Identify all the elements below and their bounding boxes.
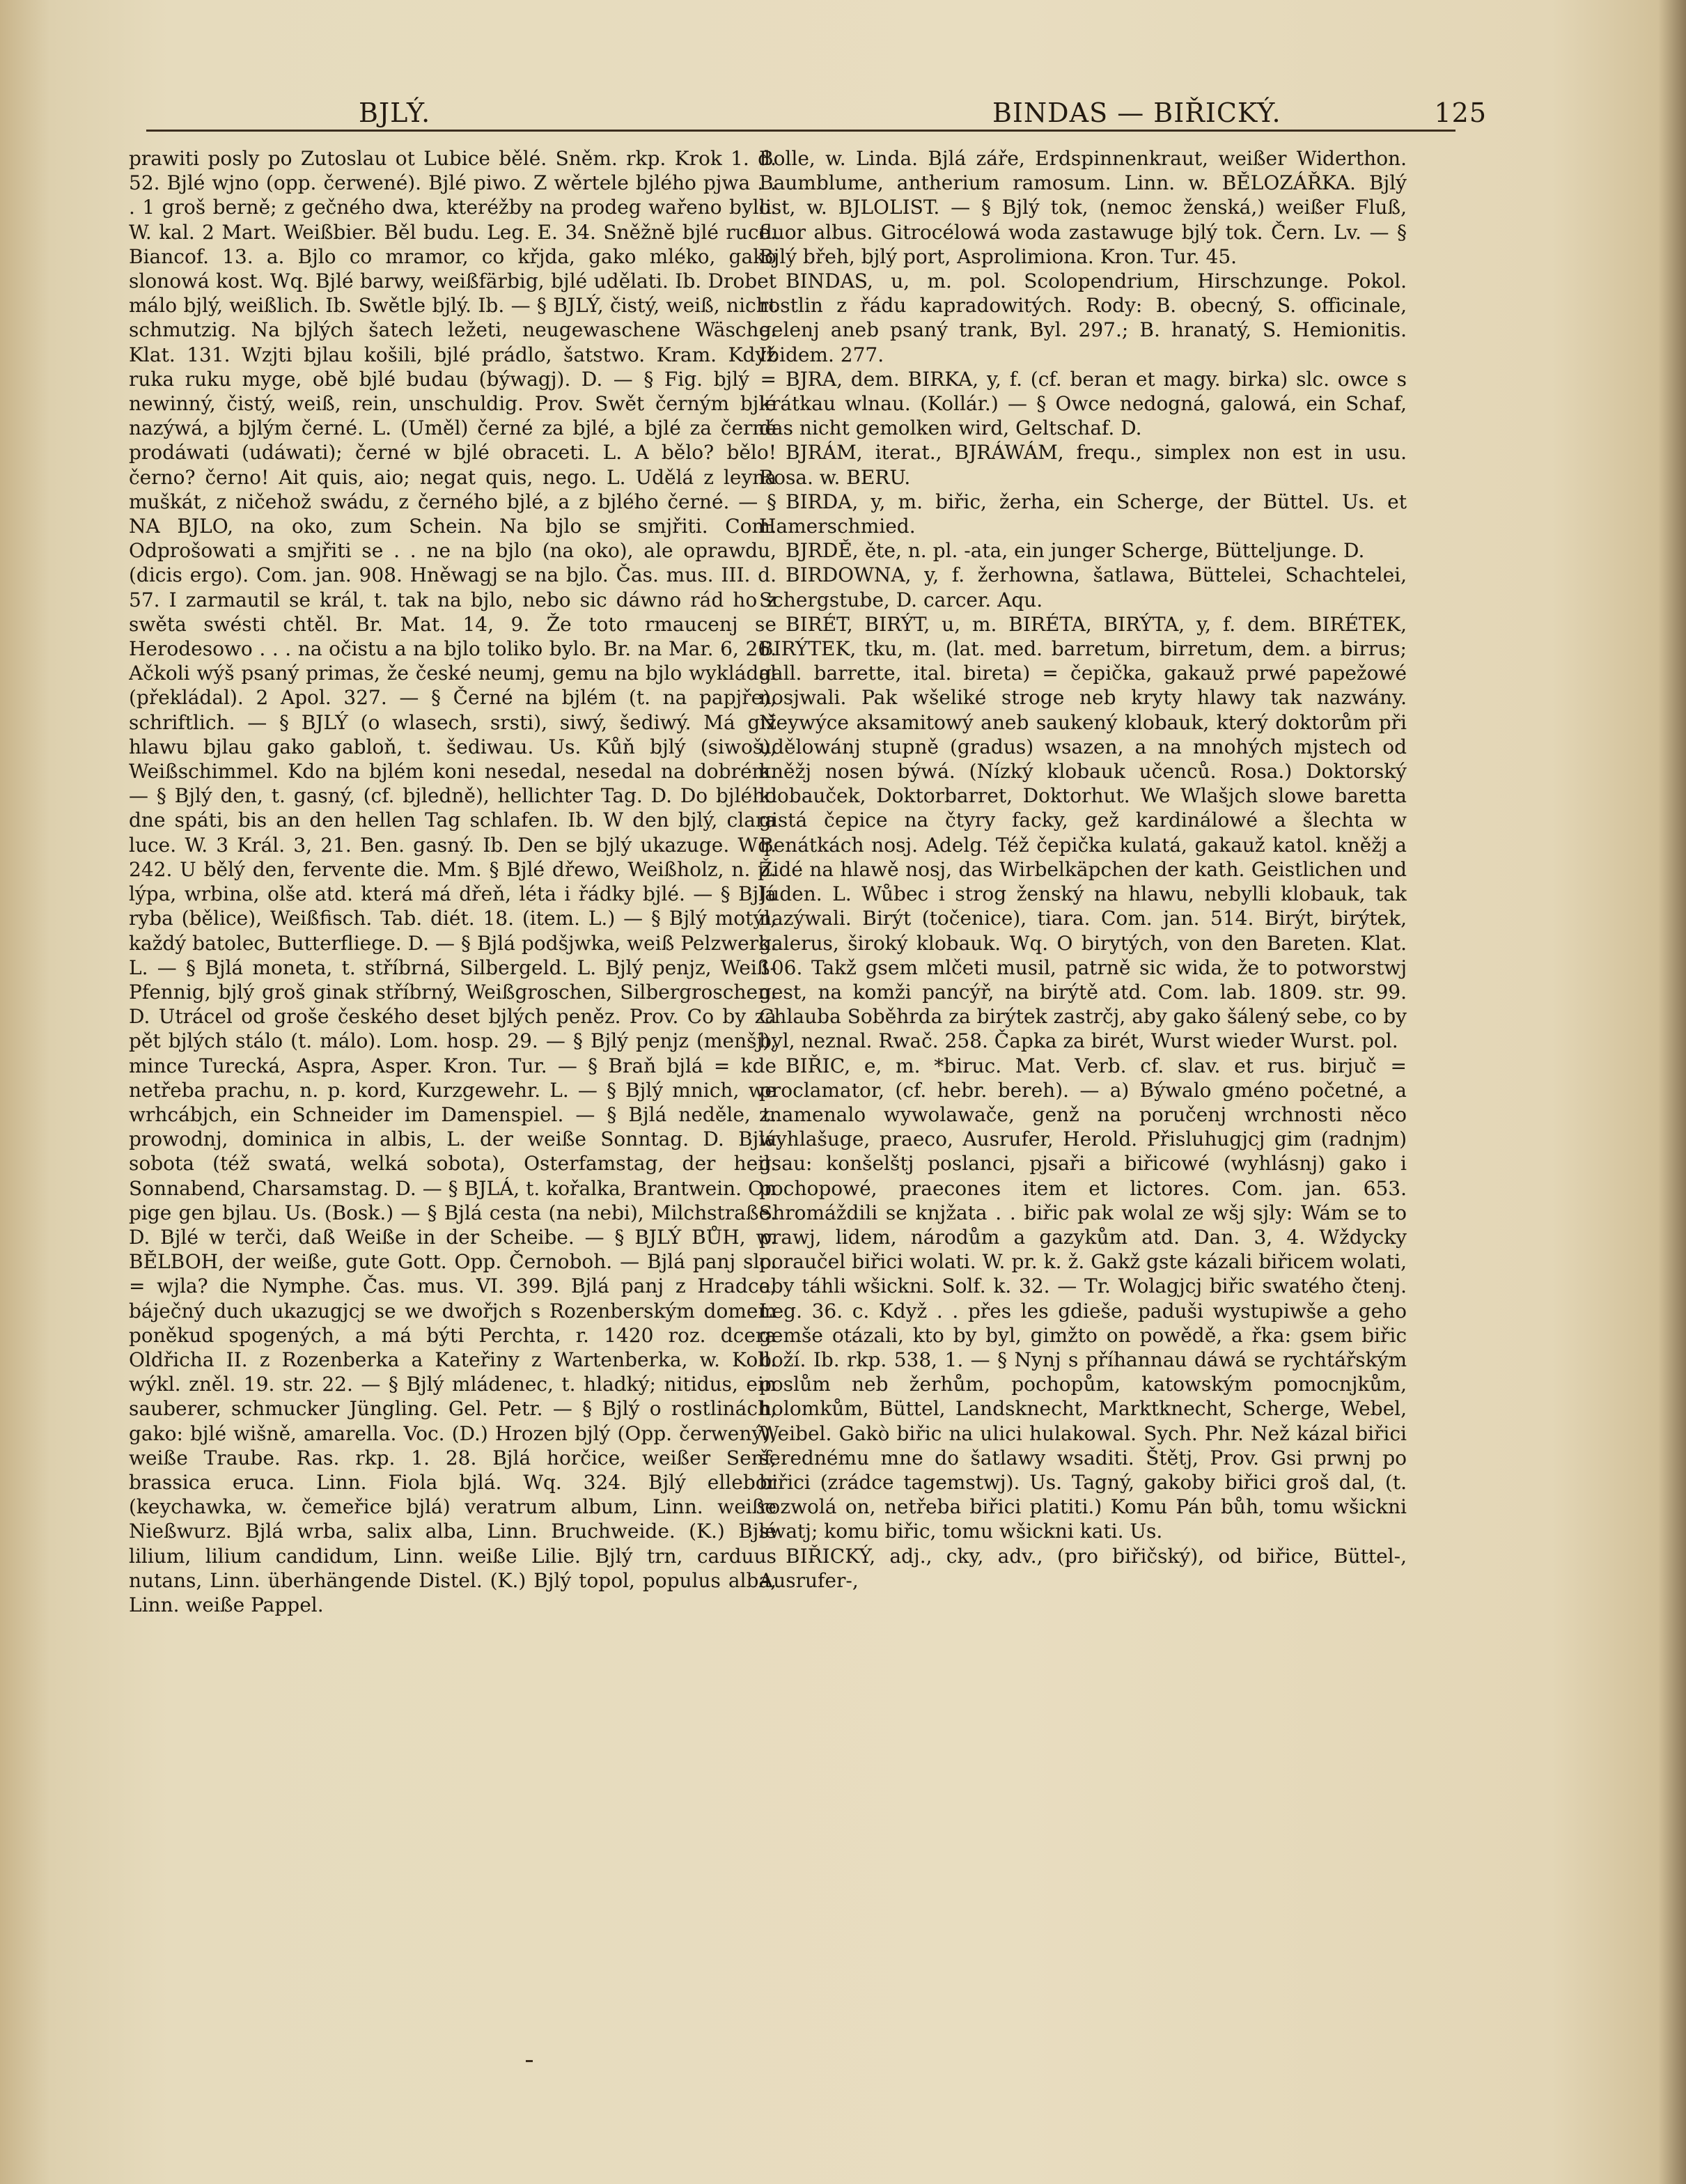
right-column <box>759 146 1407 1936</box>
footer-mark <box>526 2060 533 2062</box>
header-rule <box>146 130 1455 132</box>
entry-bjly-continued: prawiti posly po Zutoslau ot Lubice bělé. Sněm. rkp. Krok 1. d. 52. Bjlé wjno (opp. čerwené). Bjlé piwo. Z wěrtele bjlého pjwa . . . 1 groš berně; z gečného dwa, kteréžby na prodeg wařeno bylo. W. kal. 2 Mart. Weißbier. Běl budu. Leg. E. 34. Sněžně bjlé ruce. Biancof. 13. a. Bjlo co mramor, co křjda, gako mléko, gako slonowá kost. Wq. Bjlé barwy, weißfärbig, bjlé udělati. Ib. Drobet málo bjlý, weißlich. Ib. Swětle bjlý. Ib. — § BJLÝ, čistý, weiß, nicht schmutzig. Na bjlých šatech ležeti, neugewaschene Wäsche. Klat. 131. Wzjti bjlau košili, bjlé prádlo, šatstwo. Kram. Když ruka ruku myge, obě bjlé budau (býwagj). D. — § Fig. bjlý = newinný, čistý, weiß, rein, unschuldig. Prov. Swět černým bjlé nazýwá, a bjlým černé. L. (Uměl) černé za bjlé, a bjlé za černé prodáwati (udáwati); černé w bjlé obraceti. L. A bělo? bělo! černo? černo! Ait quis, aio; negat quis, nego. L. Udělá z leyna muškát, z ničehož swádu, z černého bjlé, a z bjlého černé. — § NA BJLO, na oko, zum Schein. Na bjlo se smjřiti. Com. Odprošowati a smjřiti se . . ne na bjlo (na oko), ale oprawdu, (dicis ergo). Com. jan. 908. Hněwagj se na bjlo. Čas. mus. III. d. 57. I zarmautil se král, t. tak na bjlo, nebo sic dáwno rád ho z swěta swésti chtěl. Br. Mat. 14, 9. Že toto rmaucenj se Herodesowo . . . na očistu a na bjlo toliko bylo. Br. na Mar. 6, 26. Ačkoli wýš psaný primas, že české neumj, gemu na bjlo wykládal (překládal). 2 Apol. 327. — § Černé na bjlém (t. na papjře), schriftlich. — § BJLÝ (o wlasech, srsti), siwý, šediwý. Má giž hlawu bjlau gako gabloň, t. šediwau. Us. Kůň bjlý (siwoš), Weißschimmel. Kdo na bjlém koni nesedal, nesedal na dobrém. — § Bjlý den, t. gasný, (cf. bjledně), hellichter Tag. D. Do bjlého dne spáti, bis an den hellen Tag schlafen. Ib. W den bjlý, clara luce. W. 3 Král. 3, 21. Ben. gasný. Ib. Den se bjlý ukazuge. Wq. 242. U bělý den, fervente die. Mm. § Bjlé dřewo, Weißholz, n. p. lýpa, wrbina, olše atd. která má dřeň, léta i řádky bjlé. — § Bjlá ryba (bělice), Weißfisch. Tab. diét. 18. (item. L.) — § Bjlý motýl, každý batolec, Butterfliege. D. — § Bjlá podšjwka, weiß Pelzwerk. L. — § Bjlá moneta, t. stříbrná, Silbergeld. L. Bjlý penjz, Weiß-Pfennig, bjlý groš ginak stříbrný, Weißgroschen, Silbergroschen. D. Utrácel od groše českého deset bjlých peněz. Prov. Co by za pět bjlých stálo (t. málo). Lom. hosp. 29. — § Bjlý penjz (menšj), mince Turecká, Aspra, Asper. Kron. Tur. — § Braň bjlá = kde netřeba prachu, n. p. kord, Kurzgewehr. L. — § Bjlý mnich, we wrhcábjch, ein Schneider im Damenspiel. — § Bjlá neděle, t. prowodnj, dominica in albis, L. der weiße Sonntag. D. Bjlá sobota (též swatá, welká sobota), Osterfamstag, der heil. Sonnabend, Charsamstag. D. — § BJLÁ, t. kořalka, Brantwein. On pige gen bjlau. Us. (Bosk.) — § Bjlá cesta (na nebi), Milchstraße. D. Bjlé w terči, daß Weiße in der Scheibe. — § BJLÝ BŮH, w. BĚLBOH, der weiße, gute Gott. Opp. Černoboh. — Bjlá panj slc. = wjla? die Nymphe. Čas. mus. VI. 399. Bjlá panj z Hradce, báječný duch ukazugjcj se we dwořjch s Rozenberským domem poněkud spogených, a má býti Perchta, r. 1420 roz. dcera Oldřicha II. z Rozenberka a Kateřiny z Wartenberka, w. Koll. wýkl. zněl. 19. str. 22. — § Bjlý mládenec, t. hladký; nitidus, ein sauberer, schmucker Jüngling. Gel. Petr. — § Bjlý o rostlinách, gako: bjlé wišně, amarella. Voc. (D.) Hrozen bjlý (Opp. čerwený), weiße Traube. Ras. rkp. 1. 28. Bjlá horčice, weißer Senf, brassica eruca. Linn. Fiola bjlá. Wq. 324. Bjlý ellebor (keychawka, w. čemeřice bjlá) veratrum album, Linn. weiße Nießwurz. Bjlá wrba, salix alba, Linn. Bruchweide. (K.) Bjlé lilium, lilium candidum, Linn. weiße Lilie. Bjlý trn, carduus nutans, Linn. überhängende Distel. (K.) Bjlý topol, populus alba, Linn. weiße Pappel. <box>129 147 776 1616</box>
entry-biric: BIŘIC, e, m. *biruc. Mat. Verb. cf. slav. et rus. birjuč = proclamator, (cf. hebr. bereh). — a) Býwalo gméno početné, a znamenalo wywolawače, genž na poručenj wrchnosti něco wyhlašuge, praeco, Ausrufer, Herold. Přisluhugjcj gim (radnjm) gsau: konšelštj poslanci, pjsaři a biřicowé (wyhlásnj) gako i pochopowé, praecones item et lictores. Com. jan. 653. Shromáždili se knjžata . . biřic pak wolal ze wšj sjly: Wám se to prawj, lidem, národům a gazykům atd. Dan. 3, 4. Wždycky poraučel biřici wolati. W. pr. k. ž. Gakž gste kázali biřicem wolati, aby táhli wšickni. Solf. k. 32. — Tr. Wolagjcj biřic swatého čtenj. Leg. 36. c. Když . . přes les gdieše, paduši wystupiwše a geho gemše otázali, kto by byl, gimžto on powědě, a řka: gsem biřic boží. Ib. rkp. 538, 1. — § Nynj s příhannau dáwá se rychtářským poslům neb žerhům, pochopům, katowským pomocnjkům, holomkům, Büttel, Landsknecht, Marktknecht, Scherge, Webel, Weibel. Gakò biřic na ulici hulakowal. Sych. Phr. Než kázal biřici šerednému mne do šatlawy wsaditi. Štětj, Prov. Gsi prwnj po biřici (zrádce tagemstwj). Us. Tagný, gakoby biřici groš dal, (t. rozwolá on, netřeba biřici platiti.) Komu Pán bůh, tomu wšickni swatj; komu biřic, tomu wšickni kati. Us. <box>759 1054 1407 1543</box>
entry-bindas: BINDAS, u, m. pol. Scolopendrium, Hirschzunge. Pokol. rostlin z řádu kapradowitých. Rody: B. obecný, S. officinale, gelenj aneb psaný trank, Byl. 297.; B. hranatý, S. Hemionitis. Ibidem. 277. <box>759 270 1407 366</box>
left-column <box>129 146 776 1936</box>
entry-bjly-end: Bolle, w. Linda. Bjlá záře, Erdspinnenkraut, weißer Widerthon. Baumblume, antherium ramosum. Linn. w. BĚLOZÁŘKA. Bjlý list, w. BJLOLIST. — § Bjlý tok, (nemoc ženská,) weißer Fluß, fluor albus. Gitrocélowá woda zastawuge bjlý tok. Čern. Lv. — § Bjlý břeh, bjlý port, Asprolimiona. Kron. Tur. 45. <box>759 147 1407 268</box>
entry-bjram: BJRÁM, iterat., BJRÁWÁM, frequ., simplex non est in usu. Rosa. w. BERU. <box>759 441 1407 489</box>
entry-biret: BIRÉT, BIRÝT, u, m. BIRÉTA, BIRÝTA, y, f. dem. BIRÉTEK, BIRÝTEK, tku, m. (lat. med. barretum, birretum, dem. a birrus; gall. barrette, ital. bireta) = čepička, gakauž prwé papežowé nosjwali. Pak wšeliké stroge neb kryty hlawy tak nazwány. Neywýce aksamitowý aneb saukený klobauk, který doktorům při udělowánj stupně (gradus) wsazen, a na mnohých mjstech od kněžj nosen býwá. (Nízký klobauk učenců. Rosa.) Doktorský klobauček, Doktorbarret, Doktorhut. We Wlašjch slowe baretta gistá čepice na čtyry facky, gež kardinálowé a šlechta w Benátkách nosj. Adelg. Též čepička kulatá, gakauž katol. kněžj a Židé na hlawě nosj, das Wirbelkäpchen der kath. Geistlichen und Juden. L. Wůbec i strog ženský na hlawu, nebylli klobauk, tak nazýwali. Birýt (točenice), tiara. Com. jan. 514. Birýt, birýtek, galerus, široký klobauk. Wq. O birytých, von den Bareten. Klat. 106. Takž gsem mlčeti musil, patrně sic wida, že to potworstwj gest, na komži pancýř, na birýtě atd. Com. lab. 1809. str. 99. Chlauba Soběhrda za birýtek zastrčj, aby gako šálený sebe, co by byl, neznal. Rwač. 258. Čapka za birét, Wurst wieder Wurst. pol. <box>759 612 1407 1053</box>
running-header <box>129 98 1487 139</box>
page-number: 125 <box>1434 98 1487 128</box>
entry-birdowna: BIRDOWNA, y, f. žerhowna, šatlawa, Büttelei, Schachtelei, Schergstube, D. carcer. Aqu. <box>759 563 1407 611</box>
page-edge-shadow <box>1658 0 1686 2184</box>
header-center-title: BINDAS — BIŘICKÝ. <box>992 98 1281 128</box>
header-left-title: BJLÝ. <box>359 98 431 128</box>
entry-birda: BIRDA, y, m. biřic, žerha, ein Scherge, der Büttel. Us. et Hamerschmied. <box>759 490 1407 538</box>
entry-bjrde: BJRDĚ, ěte, n. pl. -ata, ein junger Scherge, Bütteljunge. D. <box>786 539 1365 563</box>
entry-biricky: BIŘICKÝ, adj., cky, adv., (pro biřičský), od biřice, Büttel-, Ausrufer-, <box>759 1544 1407 1592</box>
entry-bjra: BJRA, dem. BIRKA, y, f. (cf. beran et magy. birka) slc. owce s krátkau wlnau. (Kollár.) — § Owce nedogná, galowá, ein Schaf, das nicht gemolken wird, Geltschaf. D. <box>759 367 1407 440</box>
